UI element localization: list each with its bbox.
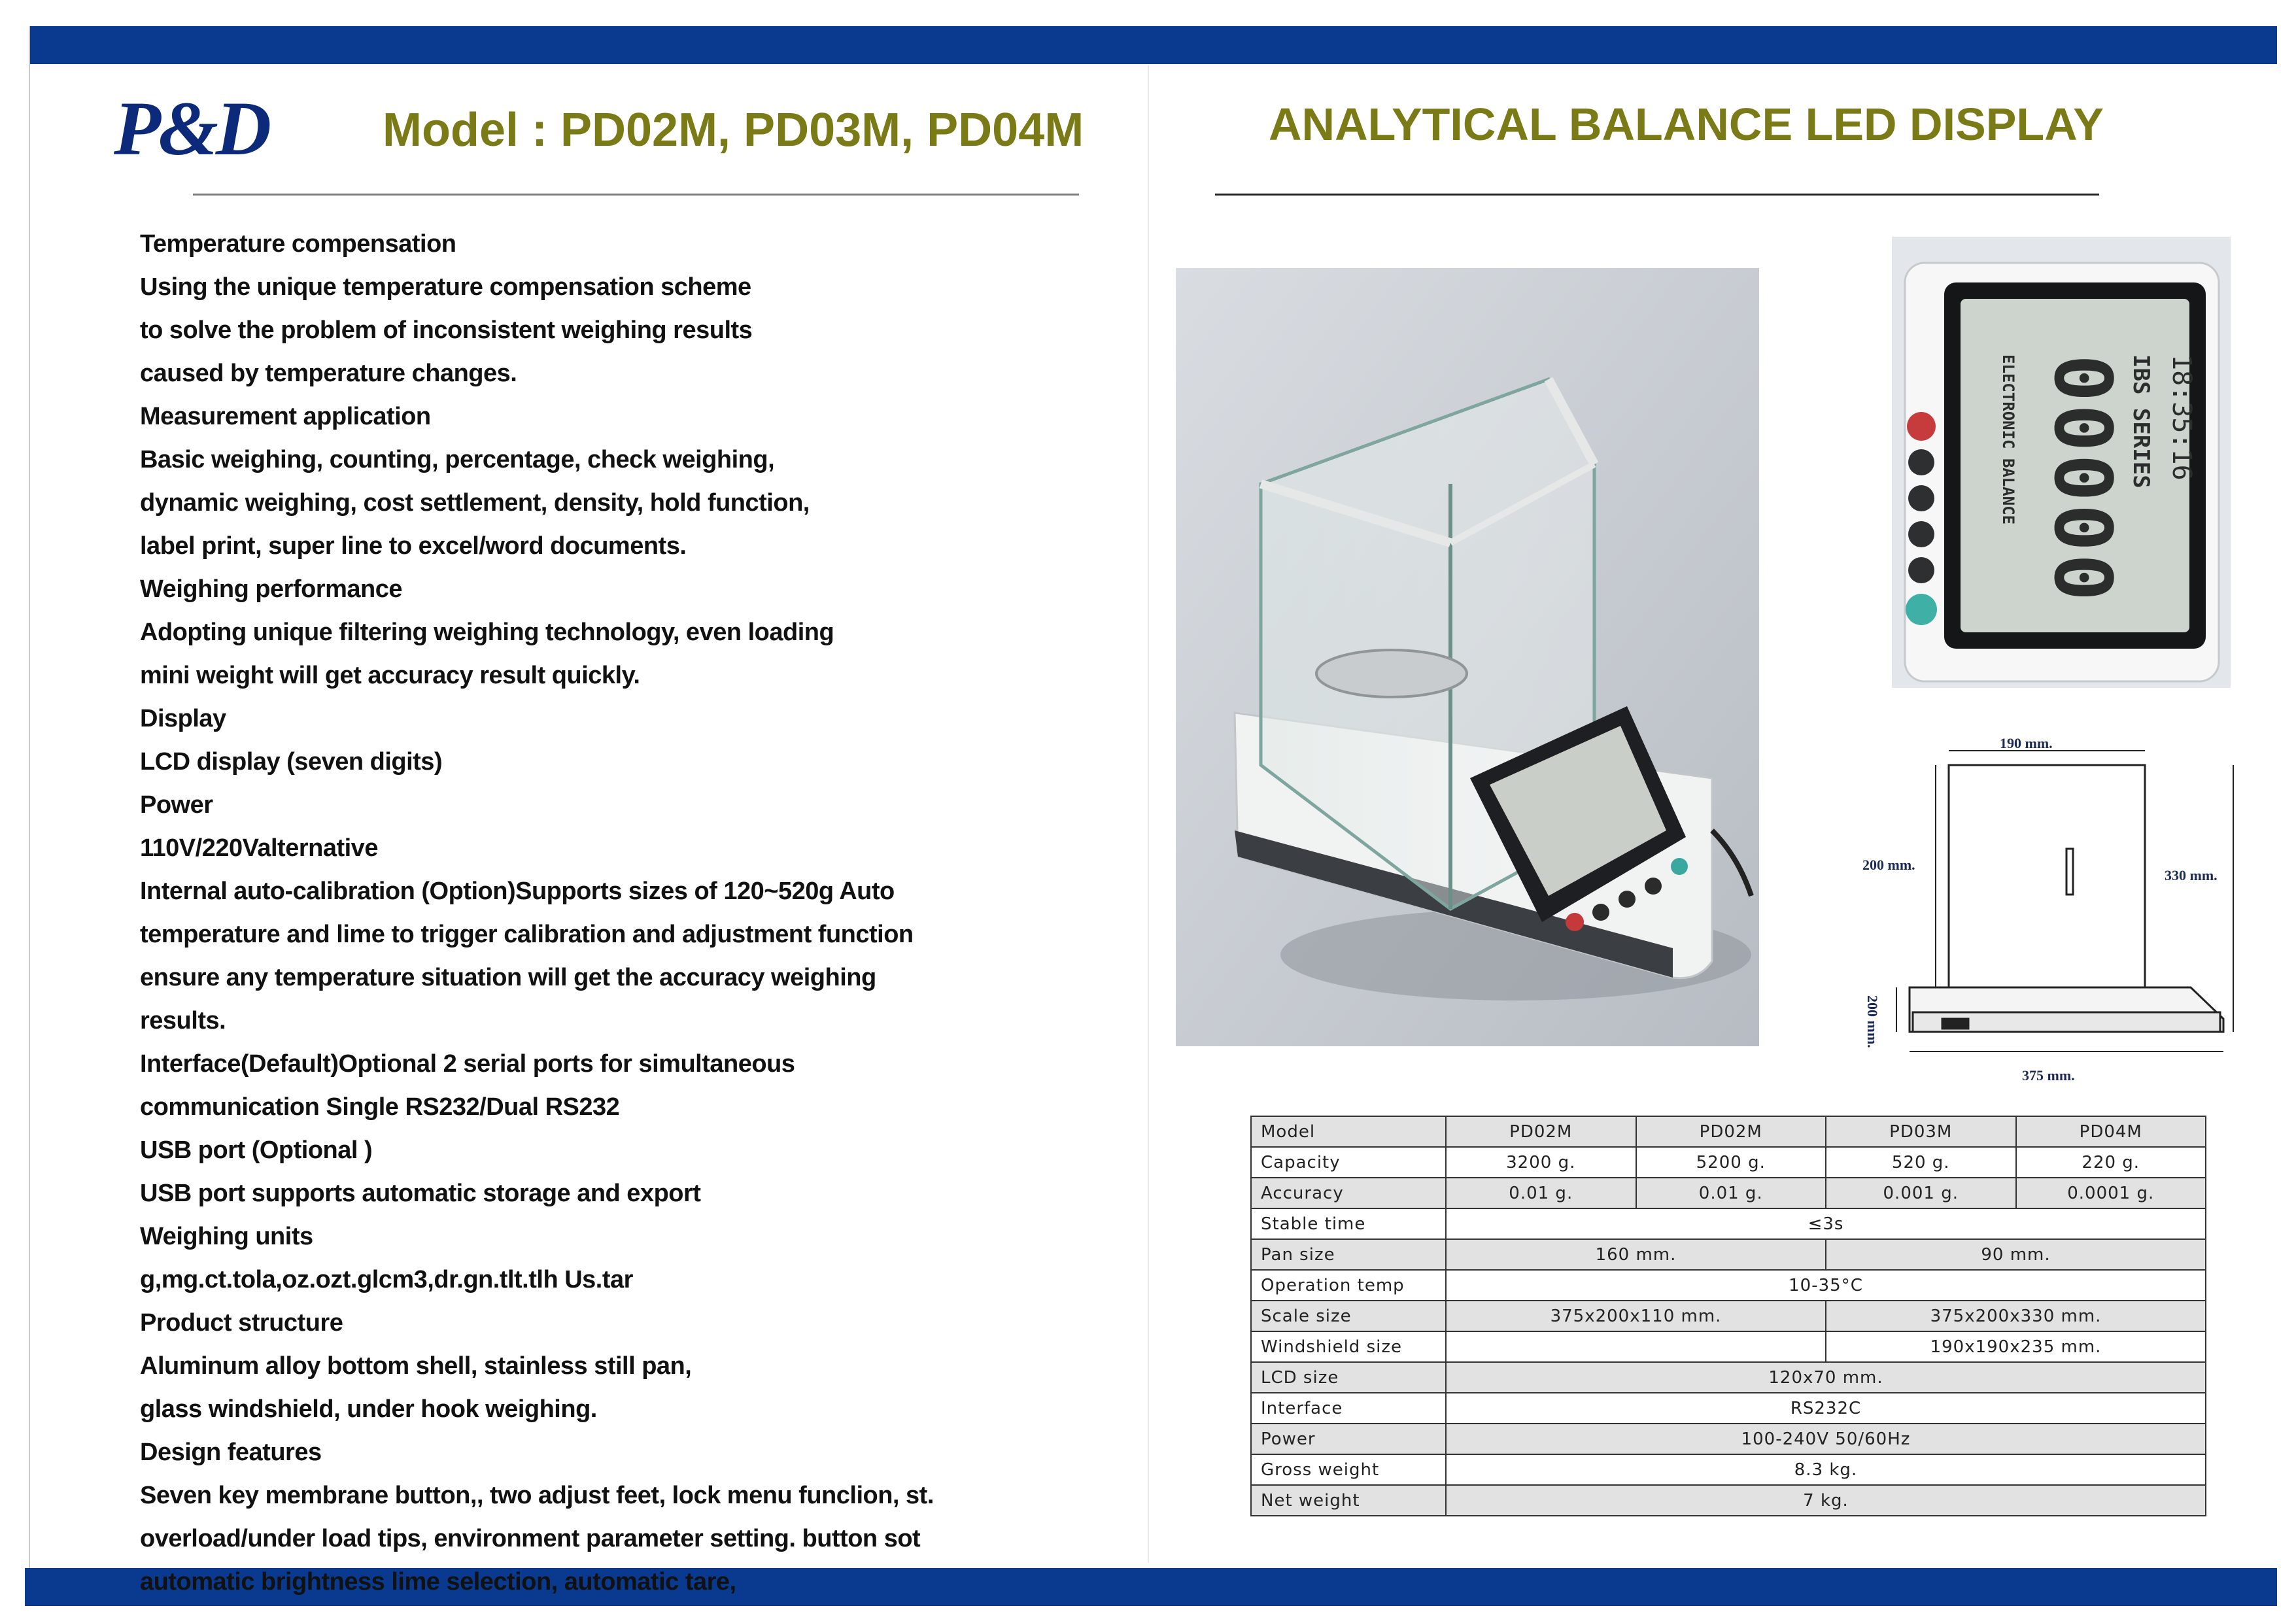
spec-label: Pan size [1251, 1239, 1446, 1270]
feature-line: Measurement application [140, 403, 431, 430]
table-row [1251, 1301, 2206, 1331]
spec-cell: 375x200x330 mm. [1826, 1301, 2206, 1331]
spec-cell: 100-240V 50/60Hz [1446, 1424, 2206, 1454]
key-icon [1908, 521, 1934, 547]
feature-line: glass windshield, under hook weighing. [140, 1395, 597, 1423]
spec-cell: 3200 g. [1446, 1147, 1636, 1178]
page-divider [1148, 65, 1149, 1563]
power-button-icon [1907, 412, 1936, 441]
feature-line: results. [140, 1007, 226, 1034]
feature-list [140, 222, 1121, 1603]
product-photo-display [1892, 237, 2231, 688]
display-time: 18:35:16 [2167, 354, 2197, 481]
title-underline-left [193, 194, 1079, 196]
key-icon [1908, 485, 1934, 511]
spec-cell: 7 kg. [1446, 1485, 2206, 1516]
feature-line: USB port (Optional ) [140, 1136, 373, 1164]
spec-cell: 375x200x110 mm. [1446, 1301, 1826, 1331]
brand-logo [111, 90, 347, 169]
spec-cell: PD02M [1636, 1116, 1826, 1147]
spec-cell: RS232C [1446, 1393, 2206, 1424]
feature-line: temperature and lime to trigger calibration and adjustment function [140, 921, 914, 948]
spec-cell: 0.001 g. [1826, 1178, 2016, 1208]
table-row [1251, 1270, 2206, 1301]
feature-line: g,mg.ct.tola,oz.ozt.glcm3,dr.gn.tlt.tlh Us.tar [140, 1266, 633, 1293]
display-series: IBS SERIES [2128, 354, 2154, 488]
display-label: ELECTRONIC BALANCE [1999, 354, 2017, 525]
top-banner [29, 26, 2277, 64]
feature-line: automatic brightness lime selection, automatic tare, [140, 1568, 736, 1596]
spec-label: Accuracy [1251, 1178, 1446, 1208]
spec-cell: 120x70 mm. [1446, 1362, 2206, 1393]
feature-line: communication Single RS232/Dual RS232 [140, 1093, 620, 1121]
spec-label: Gross weight [1251, 1454, 1446, 1485]
display-main-reading: 00000 [2036, 354, 2127, 604]
logo-text: P&D [114, 90, 269, 169]
dim-width-top: 190 mm. [2000, 735, 2053, 751]
spec-label: Net weight [1251, 1485, 1446, 1516]
spec-cell: PD02M [1446, 1116, 1636, 1147]
spec-cell: 8.3 kg. [1446, 1454, 2206, 1485]
feature-line: Power [140, 791, 213, 819]
title-underline-right [1215, 194, 2099, 196]
spec-cell: 10-35°C [1446, 1270, 2206, 1301]
tare-button-icon [1906, 594, 1937, 625]
table-row [1251, 1208, 2206, 1239]
table-row [1251, 1362, 2206, 1393]
spec-label: Scale size [1251, 1301, 1446, 1331]
feature-line: overload/under load tips, environment parameter setting. button sot [140, 1525, 921, 1552]
spec-cell: 0.01 g. [1636, 1178, 1826, 1208]
key-icon [1908, 449, 1934, 475]
page-title: ANALYTICAL BALANCE LED DISPLAY [1269, 99, 2104, 150]
feature-line: label print, super line to excel/word documents. [140, 532, 687, 560]
feature-line: Basic weighing, counting, percentage, check weighing, [140, 446, 775, 473]
spec-label: Interface [1251, 1393, 1446, 1424]
frame-left-edge [29, 26, 30, 1568]
feature-line: ensure any temperature situation will get the accuracy weighing [140, 964, 876, 991]
feature-line: Design features [140, 1439, 322, 1466]
spec-cell: PD04M [2016, 1116, 2206, 1147]
table-row [1251, 1147, 2206, 1178]
feature-line: Weighing performance [140, 575, 403, 603]
spec-label: Model [1251, 1116, 1446, 1147]
feature-line: Display [140, 705, 226, 732]
product-photo-balance [1176, 268, 1759, 1046]
spec-cell: PD03M [1826, 1116, 2016, 1147]
spec-cell: 220 g. [2016, 1147, 2206, 1178]
feature-line: Interface(Default)Optional 2 serial ports for simultaneous [140, 1050, 795, 1078]
feature-line: dynamic weighing, cost settlement, density, hold function, [140, 489, 810, 517]
feature-line: Using the unique temperature compensation scheme [140, 273, 751, 301]
table-row [1251, 1424, 2206, 1454]
spec-label: Capacity [1251, 1147, 1446, 1178]
feature-line: Weighing units [140, 1223, 313, 1250]
spec-cell: 190x190x235 mm. [1826, 1331, 2206, 1362]
feature-line: caused by temperature changes. [140, 360, 517, 387]
spec-cell: ≤3s [1446, 1208, 2206, 1239]
spec-cell: 5200 g. [1636, 1147, 1826, 1178]
table-row [1251, 1485, 2206, 1516]
spec-label: Operation temp [1251, 1270, 1446, 1301]
model-title: Model : PD02M, PD03M, PD04M [383, 104, 1084, 156]
feature-line: Adopting unique filtering weighing technology, even loading [140, 619, 834, 646]
table-row [1251, 1116, 2206, 1147]
spec-table [1250, 1116, 2206, 1516]
table-row [1251, 1239, 2206, 1270]
feature-line: 110V/220Valternative [140, 834, 378, 862]
feature-line: mini weight will get accuracy result quickly. [140, 662, 640, 689]
spec-cell: 160 mm. [1446, 1239, 1826, 1270]
feature-line: LCD display (seven digits) [140, 748, 443, 776]
feature-line: Internal auto-calibration (Option)Supports sizes of 120~520g Auto [140, 878, 895, 905]
dim-height-left: 200 mm. [1862, 857, 1915, 873]
spec-label: Stable time [1251, 1208, 1446, 1239]
feature-line: USB port supports automatic storage and export [140, 1180, 701, 1207]
dim-length-bottom: 375 mm. [2022, 1067, 2075, 1084]
table-row [1251, 1454, 2206, 1485]
key-icon [1908, 557, 1934, 583]
spec-cell: 0.01 g. [1446, 1178, 1636, 1208]
feature-line: Temperature compensation [140, 230, 456, 258]
spec-cell: 520 g. [1826, 1147, 2016, 1178]
dim-height-right: 330 mm. [2165, 867, 2218, 883]
spec-label: Power [1251, 1424, 1446, 1454]
feature-line: Product structure [140, 1309, 343, 1337]
spec-label: Windshield size [1251, 1331, 1446, 1362]
spec-cell: 90 mm. [1826, 1239, 2206, 1270]
spec-cell [1446, 1331, 1826, 1362]
table-row [1251, 1178, 2206, 1208]
spec-cell: 0.0001 g. [2016, 1178, 2206, 1208]
spec-label: LCD size [1251, 1362, 1446, 1393]
feature-line: to solve the problem of inconsistent weighing results [140, 316, 753, 344]
feature-line: Seven key membrane button,, two adjust feet, lock menu funclion, st. [140, 1482, 934, 1509]
table-row [1251, 1331, 2206, 1362]
table-row [1251, 1393, 2206, 1424]
dim-height-base: 200 mm. [1864, 995, 1881, 1048]
feature-line: Aluminum alloy bottom shell, stainless still pan, [140, 1352, 692, 1380]
dimension-drawing [1851, 725, 2256, 1091]
